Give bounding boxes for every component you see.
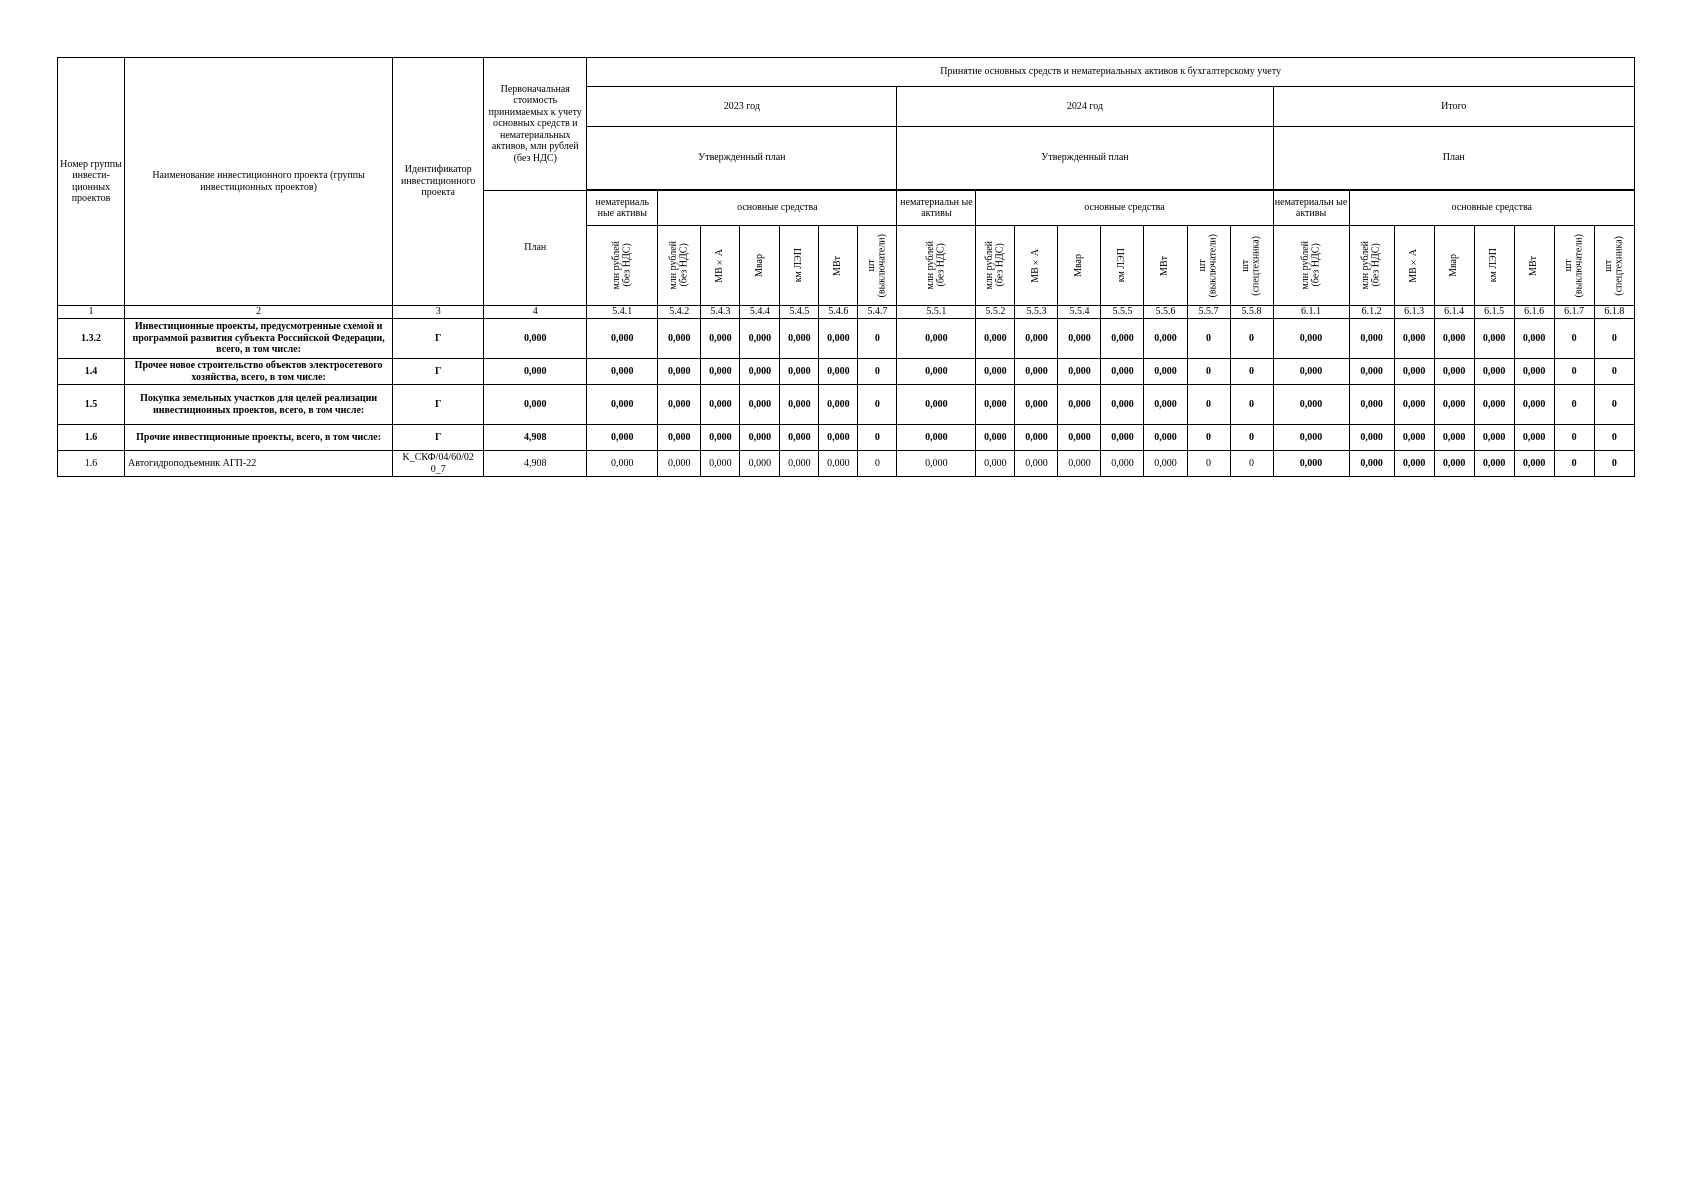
row-value-total: 0,000 <box>1434 425 1474 451</box>
unit-label: МВ×А <box>714 248 726 283</box>
column-number: 5.4.1 <box>587 306 658 319</box>
row-value-2023: 0,000 <box>701 319 740 359</box>
header-project-name: Наименование инвестиционного проекта (группы инвестиционных проектов) <box>125 58 393 306</box>
row-value-total: 0 <box>1594 359 1634 385</box>
column-number: 6.1.7 <box>1554 306 1594 319</box>
row-identifier: Г <box>393 319 484 359</box>
unit-header-total-5 <box>1474 226 1514 306</box>
unit-label: км ЛЭП <box>793 248 805 283</box>
row-value-2023: 0,000 <box>701 425 740 451</box>
row-value-2024: 0,000 <box>976 319 1015 359</box>
row-value-2024: 0,000 <box>1144 319 1187 359</box>
row-plan-value: 0,000 <box>484 385 587 425</box>
row-value-2024: 0,000 <box>1058 425 1101 451</box>
unit-header-2024-7 <box>1187 226 1230 306</box>
row-value-2024: 0,000 <box>897 385 976 425</box>
row-value-2024: 0,000 <box>1015 319 1058 359</box>
row-value-2023: 0,000 <box>740 451 780 477</box>
row-value-2023: 0,000 <box>819 319 858 359</box>
row-value-2024: 0,000 <box>1144 425 1187 451</box>
row-value-total: 0,000 <box>1434 319 1474 359</box>
row-value-total: 0,000 <box>1349 425 1394 451</box>
column-number: 5.4.7 <box>858 306 897 319</box>
row-project-name: Прочее новое строительство объектов электросетевого хозяйства, всего, в том числе: <box>125 359 393 385</box>
row-value-total: 0,000 <box>1514 425 1554 451</box>
row-project-name: Автогидроподъемник АГП-22 <box>125 451 393 477</box>
unit-header-2023-4 <box>740 226 780 306</box>
unit-header-2024-2 <box>976 226 1015 306</box>
header-total: Итого <box>1273 87 1634 127</box>
column-number: 5.5.3 <box>1015 306 1058 319</box>
column-number: 6.1.4 <box>1434 306 1474 319</box>
row-plan-value: 4,908 <box>484 451 587 477</box>
table-row <box>58 319 1635 359</box>
unit-label: МВт <box>1159 255 1171 276</box>
unit-header-2023-3 <box>701 226 740 306</box>
row-value-total: 0 <box>1594 451 1634 477</box>
row-value-total: 0 <box>1554 425 1594 451</box>
row-value-2023: 0,000 <box>701 451 740 477</box>
column-number: 5.5.1 <box>897 306 976 319</box>
unit-label: шт (выключатели) <box>1197 233 1219 298</box>
header-group-number: Номер группы инвести-ционных проектов <box>58 58 125 306</box>
row-value-total: 0,000 <box>1273 425 1349 451</box>
row-value-total: 0 <box>1594 385 1634 425</box>
column-number: 5.4.4 <box>740 306 780 319</box>
row-value-2023: 0,000 <box>587 385 658 425</box>
row-value-total: 0,000 <box>1394 359 1434 385</box>
row-value-2023: 0 <box>858 359 897 385</box>
header-intangible-total: нематериальн ые активы <box>1273 191 1349 226</box>
row-value-2023: 0 <box>858 319 897 359</box>
unit-label: шт (выключатели) <box>1562 233 1585 298</box>
row-value-2024: 0 <box>1187 359 1230 385</box>
unit-header-total-2 <box>1349 226 1394 306</box>
data-rows <box>58 319 1635 477</box>
row-value-total: 0,000 <box>1434 385 1474 425</box>
table-row <box>58 359 1635 385</box>
unit-header-total-6 <box>1514 226 1554 306</box>
row-group-number: 1.4 <box>58 359 125 385</box>
column-number: 5.5.5 <box>1101 306 1144 319</box>
column-number: 6.1.1 <box>1273 306 1349 319</box>
column-number: 5.5.2 <box>976 306 1015 319</box>
row-value-total: 0,000 <box>1349 359 1394 385</box>
unit-header-2023-6 <box>819 226 858 306</box>
row-value-2024: 0,000 <box>1058 451 1101 477</box>
unit-header-2023-7 <box>858 226 897 306</box>
row-value-2024: 0,000 <box>1101 451 1144 477</box>
column-number: 5.4.5 <box>780 306 819 319</box>
column-number: 3 <box>393 306 484 319</box>
unit-header-2024-1 <box>897 226 976 306</box>
row-value-total: 0,000 <box>1273 319 1349 359</box>
row-value-total: 0,000 <box>1349 319 1394 359</box>
table-row <box>58 425 1635 451</box>
row-value-total: 0 <box>1554 319 1594 359</box>
column-number: 5.5.7 <box>1187 306 1230 319</box>
row-value-2024: 0,000 <box>1101 385 1144 425</box>
header-acceptance-title: Принятие основных средств и нематериальных активов к бухгалтерскому учету <box>587 58 1635 87</box>
investment-report-sheet <box>57 57 1635 477</box>
column-number: 5.4.6 <box>819 306 858 319</box>
header-initial-cost: Первоначальная стоимость принимаемых к учету основных средств и нематериальных активов, млн рублей (без НДС) <box>484 58 587 191</box>
row-value-2024: 0 <box>1187 425 1230 451</box>
row-value-2024: 0 <box>1230 385 1273 425</box>
row-value-2023: 0,000 <box>587 359 658 385</box>
column-number: 1 <box>58 306 125 319</box>
investment-table <box>57 57 1635 477</box>
column-number: 2 <box>125 306 393 319</box>
unit-header-2024-3 <box>1015 226 1058 306</box>
row-value-2024: 0,000 <box>1058 385 1101 425</box>
row-value-2024: 0 <box>1230 451 1273 477</box>
unit-header-2023-1 <box>587 226 658 306</box>
row-value-2024: 0,000 <box>1144 451 1187 477</box>
column-number-row <box>58 306 1635 319</box>
row-value-2023: 0,000 <box>740 359 780 385</box>
row-value-2024: 0,000 <box>1101 425 1144 451</box>
row-value-2024: 0,000 <box>1015 451 1058 477</box>
column-number: 6.1.3 <box>1394 306 1434 319</box>
unit-label: млн рублей (без НДС) <box>983 241 1006 290</box>
row-value-2024: 0 <box>1187 385 1230 425</box>
column-number: 6.1.2 <box>1349 306 1394 319</box>
row-plan-value: 0,000 <box>484 359 587 385</box>
row-value-2023: 0,000 <box>658 385 701 425</box>
unit-label: км ЛЭП <box>1487 248 1499 283</box>
row-value-total: 0,000 <box>1474 385 1514 425</box>
row-value-total: 0,000 <box>1514 319 1554 359</box>
unit-header-2024-5 <box>1101 226 1144 306</box>
unit-header-2024-8 <box>1230 226 1273 306</box>
unit-label: млн рублей (без НДС) <box>924 241 947 290</box>
row-value-2023: 0,000 <box>819 385 858 425</box>
row-value-total: 0 <box>1554 451 1594 477</box>
row-value-2024: 0 <box>1187 451 1230 477</box>
column-number: 5.5.6 <box>1144 306 1187 319</box>
row-value-2023: 0,000 <box>701 359 740 385</box>
unit-label: км ЛЭП <box>1116 248 1128 283</box>
row-value-total: 0,000 <box>1474 319 1514 359</box>
row-value-2023: 0,000 <box>780 359 819 385</box>
row-value-2024: 0,000 <box>1144 359 1187 385</box>
unit-header-2024-6 <box>1144 226 1187 306</box>
row-value-2023: 0,000 <box>780 385 819 425</box>
row-value-2024: 0,000 <box>1101 359 1144 385</box>
unit-label: Мвар <box>1447 254 1459 277</box>
row-value-2024: 0,000 <box>976 451 1015 477</box>
row-identifier: Г <box>393 385 484 425</box>
unit-header-total-3 <box>1394 226 1434 306</box>
row-value-total: 0,000 <box>1474 451 1514 477</box>
row-value-total: 0,000 <box>1474 359 1514 385</box>
unit-label: Мвар <box>1073 254 1085 277</box>
unit-header-2023-5 <box>780 226 819 306</box>
row-value-total: 0 <box>1554 359 1594 385</box>
unit-header-total-4 <box>1434 226 1474 306</box>
row-value-2024: 0,000 <box>897 359 976 385</box>
row-value-2023: 0,000 <box>740 385 780 425</box>
unit-label: МВ×А <box>1407 248 1419 283</box>
row-value-total: 0 <box>1554 385 1594 425</box>
row-value-2023: 0,000 <box>740 319 780 359</box>
row-value-2024: 0,000 <box>976 359 1015 385</box>
row-value-total: 0,000 <box>1394 425 1434 451</box>
unit-label: млн рублей (без НДС) <box>610 241 633 290</box>
row-value-2023: 0,000 <box>587 451 658 477</box>
row-value-total: 0,000 <box>1434 359 1474 385</box>
table-row <box>58 385 1635 425</box>
row-group-number: 1.6 <box>58 425 125 451</box>
column-number: 4 <box>484 306 587 319</box>
unit-label: млн рублей (без НДС) <box>1360 241 1382 290</box>
header-year-2023: 2023 год <box>587 87 897 127</box>
row-value-2023: 0,000 <box>658 319 701 359</box>
unit-label: млн рублей (без НДС) <box>1299 241 1322 290</box>
row-plan-value: 4,908 <box>484 425 587 451</box>
unit-label: шт (выключатели) <box>865 233 888 298</box>
row-identifier: K_СКФ/04/60/02 0_7 <box>393 451 484 477</box>
row-value-2024: 0,000 <box>1015 385 1058 425</box>
row-identifier: Г <box>393 359 484 385</box>
row-value-total: 0,000 <box>1514 359 1554 385</box>
unit-label: МВт <box>832 255 844 276</box>
row-value-2024: 0 <box>1187 319 1230 359</box>
unit-header-total-7 <box>1554 226 1594 306</box>
header-intangible-2023: нематериаль ные активы <box>587 191 658 226</box>
row-value-2023: 0,000 <box>819 451 858 477</box>
row-value-2023: 0,000 <box>740 425 780 451</box>
header-fixed-2024: основные средства <box>976 191 1273 226</box>
row-plan-value: 0,000 <box>484 319 587 359</box>
row-value-total: 0,000 <box>1474 425 1514 451</box>
row-value-total: 0,000 <box>1394 319 1434 359</box>
row-value-total: 0,000 <box>1394 451 1434 477</box>
row-value-2023: 0,000 <box>819 425 858 451</box>
header-fixed-total: основные средства <box>1349 191 1634 226</box>
header-identifier: Идентификатор инвестиционного проекта <box>393 58 484 306</box>
row-identifier: Г <box>393 425 484 451</box>
row-value-2024: 0,000 <box>1015 359 1058 385</box>
unit-header-total-8 <box>1594 226 1634 306</box>
header-plan: План <box>484 191 587 306</box>
row-value-total: 0 <box>1594 319 1634 359</box>
row-group-number: 1.3.2 <box>58 319 125 359</box>
row-value-2024: 0,000 <box>1144 385 1187 425</box>
unit-label: МВ×А <box>1030 248 1042 283</box>
row-value-2024: 0,000 <box>897 425 976 451</box>
row-value-2024: 0 <box>1230 359 1273 385</box>
header-approved-plan-2023: Утвержденный план <box>587 127 897 190</box>
unit-header-2023-2 <box>658 226 701 306</box>
row-value-2023: 0 <box>858 451 897 477</box>
column-number: 6.1.6 <box>1514 306 1554 319</box>
unit-label: шт (спецтехника) <box>1602 235 1625 296</box>
table-row <box>58 451 1635 477</box>
unit-label: МВт <box>1527 255 1539 276</box>
unit-label: Мвар <box>753 254 765 277</box>
header-plan-total: План <box>1273 127 1634 190</box>
row-value-2023: 0,000 <box>658 451 701 477</box>
column-number: 5.4.2 <box>658 306 701 319</box>
row-value-2023: 0,000 <box>587 425 658 451</box>
row-value-2023: 0,000 <box>780 319 819 359</box>
row-value-total: 0,000 <box>1349 385 1394 425</box>
column-number: 5.5.8 <box>1230 306 1273 319</box>
unit-header-2024-4 <box>1058 226 1101 306</box>
row-value-2023: 0 <box>858 425 897 451</box>
column-number: 5.5.4 <box>1058 306 1101 319</box>
row-group-number: 1.5 <box>58 385 125 425</box>
row-value-2024: 0,000 <box>976 385 1015 425</box>
row-value-2024: 0,000 <box>897 451 976 477</box>
row-project-name: Инвестиционные проекты, предусмотренные схемой и программой развития субъекта Российской Федерации, всего, в том числе: <box>125 319 393 359</box>
row-value-total: 0,000 <box>1273 385 1349 425</box>
row-value-2024: 0,000 <box>1015 425 1058 451</box>
column-number: 6.1.8 <box>1594 306 1634 319</box>
row-value-total: 0,000 <box>1394 385 1434 425</box>
row-project-name: Покупка земельных участков для целей реализации инвестиционных проектов, всего, в том числе: <box>125 385 393 425</box>
header-intangible-2024: нематериальн ые активы <box>897 191 976 226</box>
row-value-2023: 0,000 <box>587 319 658 359</box>
row-value-total: 0,000 <box>1273 451 1349 477</box>
row-value-total: 0 <box>1594 425 1634 451</box>
header-year-2024: 2024 год <box>897 87 1273 127</box>
unit-label: шт (спецтехника) <box>1240 235 1262 296</box>
row-value-2023: 0,000 <box>780 425 819 451</box>
row-value-total: 0,000 <box>1349 451 1394 477</box>
row-value-total: 0,000 <box>1514 385 1554 425</box>
row-value-2023: 0,000 <box>701 385 740 425</box>
unit-label: млн рублей (без НДС) <box>667 241 690 290</box>
row-value-2024: 0,000 <box>1058 319 1101 359</box>
row-value-2024: 0,000 <box>976 425 1015 451</box>
row-value-total: 0,000 <box>1434 451 1474 477</box>
row-value-2023: 0,000 <box>658 359 701 385</box>
row-value-total: 0,000 <box>1273 359 1349 385</box>
row-value-2023: 0,000 <box>819 359 858 385</box>
row-group-number: 1.6 <box>58 451 125 477</box>
row-value-2024: 0 <box>1230 319 1273 359</box>
row-value-2023: 0,000 <box>780 451 819 477</box>
row-value-total: 0,000 <box>1514 451 1554 477</box>
unit-header-total-1 <box>1273 226 1349 306</box>
header-fixed-2023: основные средства <box>658 191 897 226</box>
row-value-2024: 0 <box>1230 425 1273 451</box>
column-number: 5.4.3 <box>701 306 740 319</box>
row-value-2023: 0 <box>858 385 897 425</box>
row-value-2024: 0,000 <box>897 319 976 359</box>
row-value-2024: 0,000 <box>1101 319 1144 359</box>
row-value-2023: 0,000 <box>658 425 701 451</box>
row-value-2024: 0,000 <box>1058 359 1101 385</box>
row-project-name: Прочие инвестиционные проекты, всего, в том числе: <box>125 425 393 451</box>
column-number: 6.1.5 <box>1474 306 1514 319</box>
header-approved-plan-2024: Утвержденный план <box>897 127 1273 190</box>
